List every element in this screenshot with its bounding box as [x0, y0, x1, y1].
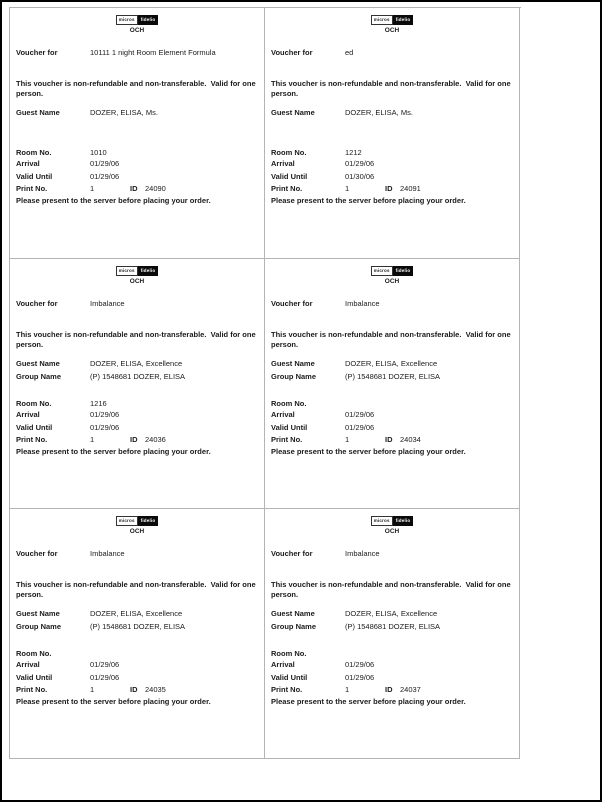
logo-micros-text: micros	[116, 266, 138, 276]
guest-name-value: DOZER, ELISA, Excellence	[345, 359, 438, 368]
print-no-label: Print No.	[16, 685, 48, 694]
property-code: OCH	[129, 528, 145, 535]
valid-until-value: 01/29/06	[345, 423, 375, 432]
voucher-for-label: Voucher for	[271, 48, 313, 57]
group-name-value: (P) 1548681 DOZER, ELISA	[345, 372, 441, 381]
arrival-value: 01/29/06	[345, 660, 375, 669]
guest-name-label: Guest Name	[271, 108, 315, 117]
logo-fidelio-text: fidelio	[393, 15, 414, 25]
valid-until-value: 01/29/06	[90, 673, 120, 682]
group-name-label: Group Name	[16, 622, 62, 631]
terms-text: This voucher is non-refundable and non-transferable. Valid for one person.	[16, 79, 258, 98]
print-no-value: 1	[90, 435, 95, 444]
voucher-for-value: Imbalance	[345, 549, 380, 558]
group-name-value: (P) 1548681 DOZER, ELISA	[345, 622, 441, 631]
voucher-for-value: Imbalance	[90, 299, 125, 308]
valid-until-label: Valid Until	[271, 673, 308, 682]
group-name-label: Group Name	[271, 372, 317, 381]
arrival-label: Arrival	[271, 660, 295, 669]
arrival-value: 01/29/06	[345, 410, 375, 419]
print-no-value: 1	[345, 184, 350, 193]
room-no-label: Room No.	[16, 649, 52, 658]
id-label: ID	[385, 184, 393, 193]
id-value: 24034	[400, 435, 421, 444]
property-code: OCH	[129, 278, 145, 285]
property-code: OCH	[129, 27, 145, 34]
id-label: ID	[130, 435, 138, 444]
id-label: ID	[385, 685, 393, 694]
arrival-value: 01/29/06	[90, 159, 120, 168]
valid-until-label: Valid Until	[271, 423, 308, 432]
group-name-label: Group Name	[16, 372, 62, 381]
id-label: ID	[130, 184, 138, 193]
micros-fidelio-logo	[265, 516, 519, 526]
micros-fidelio-logo	[10, 516, 264, 526]
property-code: OCH	[384, 528, 400, 535]
valid-until-label: Valid Until	[271, 172, 308, 181]
room-no-label: Room No.	[16, 148, 52, 157]
valid-until-value: 01/30/06	[345, 172, 375, 181]
guest-name-value: DOZER, ELISA, Excellence	[90, 609, 183, 618]
micros-fidelio-logo	[10, 15, 264, 25]
micros-fidelio-logo	[10, 266, 264, 276]
arrival-label: Arrival	[16, 410, 40, 419]
footer-text: Please present to the server before placing your order.	[16, 447, 211, 456]
voucher-for-value: ed	[345, 48, 354, 57]
group-name-value: (P) 1548681 DOZER, ELISA	[90, 622, 186, 631]
id-value: 24035	[145, 685, 166, 694]
room-no-label: Room No.	[271, 649, 307, 658]
terms-text: This voucher is non-refundable and non-transferable. Valid for one person.	[271, 330, 513, 349]
guest-name-label: Guest Name	[16, 609, 60, 618]
voucher-grid	[9, 7, 521, 759]
guest-name-label: Guest Name	[271, 609, 315, 618]
room-no-value: 1010	[90, 148, 107, 157]
id-label: ID	[385, 435, 393, 444]
logo-micros-text: micros	[371, 516, 393, 526]
logo-micros-text: micros	[371, 15, 393, 25]
voucher-for-label: Voucher for	[271, 299, 313, 308]
arrival-label: Arrival	[271, 159, 295, 168]
group-name-label: Group Name	[271, 622, 317, 631]
print-no-value: 1	[90, 184, 95, 193]
voucher-card-5	[10, 509, 265, 759]
room-no-label: Room No.	[16, 399, 52, 408]
voucher-for-label: Voucher for	[16, 48, 58, 57]
guest-name-label: Guest Name	[271, 359, 315, 368]
voucher-card-3	[10, 259, 265, 509]
print-no-label: Print No.	[271, 435, 303, 444]
valid-until-label: Valid Until	[16, 423, 53, 432]
arrival-value: 01/29/06	[90, 660, 120, 669]
property-code: OCH	[384, 27, 400, 34]
property-code: OCH	[384, 278, 400, 285]
terms-text: This voucher is non-refundable and non-transferable. Valid for one person.	[271, 580, 513, 599]
logo-fidelio-text: fidelio	[393, 266, 414, 276]
room-no-value: 1216	[90, 399, 107, 408]
valid-until-label: Valid Until	[16, 673, 53, 682]
arrival-label: Arrival	[16, 660, 40, 669]
room-no-label: Room No.	[271, 148, 307, 157]
guest-name-label: Guest Name	[16, 359, 60, 368]
logo-micros-text: micros	[371, 266, 393, 276]
voucher-for-label: Voucher for	[271, 549, 313, 558]
voucher-card-6	[265, 509, 520, 759]
terms-text: This voucher is non-refundable and non-transferable. Valid for one person.	[16, 580, 258, 599]
print-no-value: 1	[90, 685, 95, 694]
arrival-value: 01/29/06	[345, 159, 375, 168]
id-value: 24091	[400, 184, 421, 193]
terms-text: This voucher is non-refundable and non-transferable. Valid for one person.	[16, 330, 258, 349]
room-no-value: 1212	[345, 148, 362, 157]
valid-until-label: Valid Until	[16, 172, 53, 181]
logo-micros-text: micros	[116, 15, 138, 25]
arrival-label: Arrival	[16, 159, 40, 168]
guest-name-value: DOZER, ELISA, Excellence	[345, 609, 438, 618]
logo-micros-text: micros	[116, 516, 138, 526]
id-value: 24037	[400, 685, 421, 694]
guest-name-value: DOZER, ELISA, Ms.	[345, 108, 413, 117]
print-no-label: Print No.	[271, 685, 303, 694]
logo-fidelio-text: fidelio	[138, 15, 159, 25]
print-no-value: 1	[345, 435, 350, 444]
guest-name-label: Guest Name	[16, 108, 60, 117]
arrival-label: Arrival	[271, 410, 295, 419]
print-no-value: 1	[345, 685, 350, 694]
guest-name-value: DOZER, ELISA, Ms.	[90, 108, 158, 117]
arrival-value: 01/29/06	[90, 410, 120, 419]
logo-fidelio-text: fidelio	[393, 516, 414, 526]
voucher-for-label: Voucher for	[16, 549, 58, 558]
logo-fidelio-text: fidelio	[138, 516, 159, 526]
room-no-label: Room No.	[271, 399, 307, 408]
voucher-card-4	[265, 259, 520, 509]
id-label: ID	[130, 685, 138, 694]
print-no-label: Print No.	[271, 184, 303, 193]
footer-text: Please present to the server before placing your order.	[16, 196, 211, 205]
print-no-label: Print No.	[16, 184, 48, 193]
micros-fidelio-logo	[265, 266, 519, 276]
micros-fidelio-logo	[265, 15, 519, 25]
group-name-value: (P) 1548681 DOZER, ELISA	[90, 372, 186, 381]
print-no-label: Print No.	[16, 435, 48, 444]
valid-until-value: 01/29/06	[90, 172, 120, 181]
logo-fidelio-text: fidelio	[138, 266, 159, 276]
voucher-card-2	[265, 8, 520, 259]
voucher-for-value: Imbalance	[90, 549, 125, 558]
id-value: 24036	[145, 435, 166, 444]
voucher-card-1	[10, 8, 265, 259]
guest-name-value: DOZER, ELISA, Excellence	[90, 359, 183, 368]
voucher-for-label: Voucher for	[16, 299, 58, 308]
footer-text: Please present to the server before placing your order.	[271, 447, 466, 456]
id-value: 24090	[145, 184, 166, 193]
voucher-for-value: 10111 1 night Room Element Formula	[90, 48, 216, 57]
terms-text: This voucher is non-refundable and non-transferable. Valid for one person.	[271, 79, 513, 98]
footer-text: Please present to the server before placing your order.	[271, 697, 466, 706]
voucher-for-value: Imbalance	[345, 299, 380, 308]
valid-until-value: 01/29/06	[90, 423, 120, 432]
footer-text: Please present to the server before placing your order.	[271, 196, 466, 205]
footer-text: Please present to the server before placing your order.	[16, 697, 211, 706]
valid-until-value: 01/29/06	[345, 673, 375, 682]
